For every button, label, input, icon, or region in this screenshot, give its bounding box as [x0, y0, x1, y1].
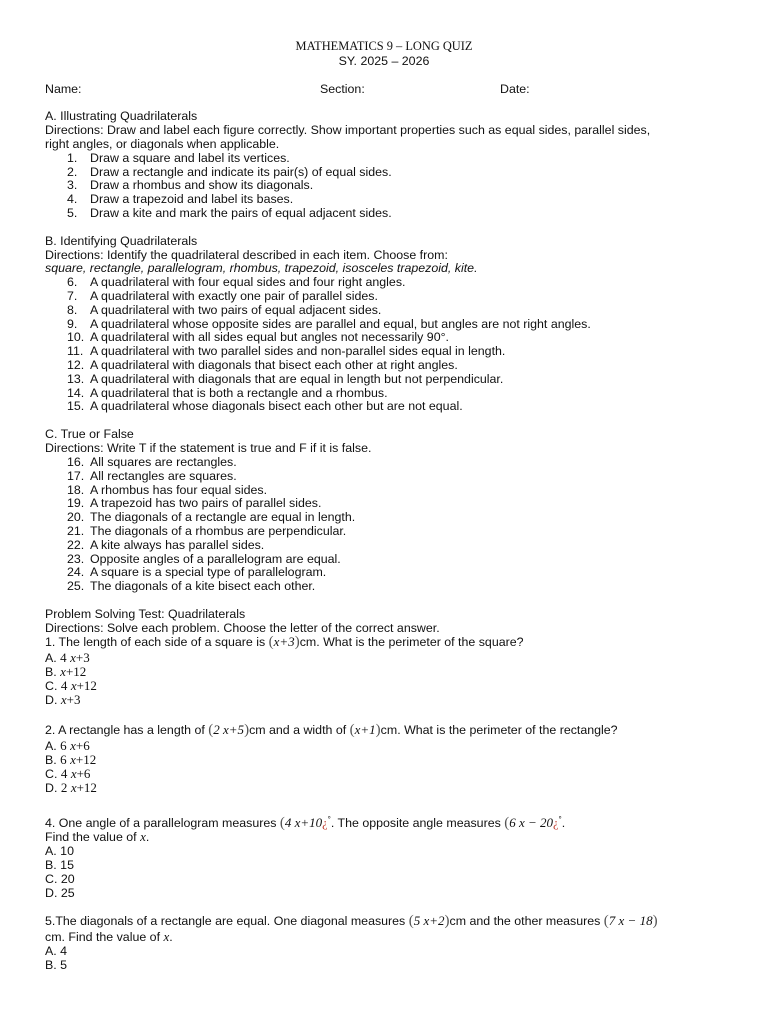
constant: +6 — [75, 738, 90, 753]
school-year: SY. 2025 – 2026 — [338, 54, 430, 68]
quiz-title: MATHEMATICS 9 – LONG QUIZ — [295, 39, 473, 53]
part-b-heading: B. Identifying Quadrilaterals — [45, 234, 198, 248]
list-item: All rectangles are squares. — [90, 469, 237, 483]
question-text: cm. What is the perimeter of the rectangle? — [380, 723, 618, 737]
coefficient: 4 — [60, 650, 67, 665]
item-number: 18. — [67, 483, 85, 497]
left-paren: ( — [208, 722, 214, 738]
choice — [45, 679, 97, 693]
list-item: A quadrilateral with all sides equal but angles not necessarily 90°. — [90, 330, 449, 344]
choice-value: 4 — [60, 944, 68, 958]
question-1 — [45, 635, 524, 649]
question-text: Find the value of — [45, 830, 141, 844]
choice — [45, 739, 90, 753]
degree-symbol: ° — [558, 815, 562, 824]
part-a-directions: Directions: Draw and label each figure correctly. Show important properties such as equal sides, parallel sides, — [45, 123, 651, 137]
choice — [45, 781, 97, 795]
math-expression: 4 x+10 — [284, 815, 323, 831]
item-number: 4. — [67, 192, 78, 206]
choice — [45, 872, 75, 886]
constant: +3 — [66, 692, 81, 707]
constant: +6 — [76, 766, 91, 781]
list-item: Draw a rectangle and indicate its pair(s) of equal sides. — [90, 165, 392, 179]
right-paren: ) — [652, 913, 658, 929]
constant: +12 — [76, 678, 97, 693]
question-5 — [45, 914, 658, 928]
math-expression: 7 x − 18 — [608, 913, 653, 928]
question-text: 5.The diagonals of a rectangle are equal. One diagonal measures — [45, 914, 409, 928]
choice-letter: A. — [45, 651, 57, 665]
list-item: A rhombus has four equal sides. — [90, 483, 268, 497]
math-expression: 2 x+5 — [213, 722, 245, 737]
list-item: A trapezoid has two pairs of parallel sides. — [90, 496, 322, 510]
item-number: 8. — [67, 303, 78, 317]
item-number: 3. — [67, 178, 78, 192]
list-item: Draw a trapezoid and label its bases. — [90, 192, 294, 206]
question-text: 1. The length of each side of a square is — [45, 635, 269, 649]
part-b-directions: Directions: Identify the quadrilateral described in each item. Choose from: — [45, 248, 448, 262]
coefficient: 4 — [60, 678, 68, 693]
left-paren: ( — [504, 815, 510, 832]
variable: x — [70, 752, 76, 767]
question-text: cm and the other measures — [449, 914, 604, 928]
list-item: All squares are rectangles. — [90, 455, 237, 469]
list-item: A quadrilateral with diagonals that are equal in length but not perpendicular. — [90, 372, 504, 386]
render-error-glyph: ¿ — [322, 816, 328, 831]
item-number: 16. — [67, 455, 85, 469]
choice-letter: A. — [45, 944, 57, 958]
part-d-heading: Problem Solving Test: Quadrilaterals — [45, 607, 246, 621]
coefficient: 6 — [60, 738, 67, 753]
variable: x — [60, 664, 66, 679]
part-a-directions-cont: right angles, or diagonals when applicable. — [45, 137, 280, 151]
item-number: 11. — [67, 344, 84, 358]
item-number: 15. — [67, 399, 85, 413]
question-text: . The opposite angle measures — [330, 816, 505, 831]
choice-letter: B. — [45, 958, 57, 972]
list-item: The diagonals of a rhombus are perpendicular. — [90, 524, 347, 538]
choice-letter: C. — [45, 872, 58, 886]
list-item: A quadrilateral with two parallel sides and non-parallel sides equal in length. — [90, 344, 506, 358]
item-number: 25. — [67, 579, 85, 593]
list-item: A quadrilateral whose opposite sides are parallel and equal, but angles are not right angles. — [90, 317, 591, 331]
coefficient: 6 — [60, 752, 67, 767]
math-expression: 5 x+2 — [413, 913, 445, 928]
variable: x — [60, 692, 67, 707]
part-c-heading: C. True or False — [45, 427, 134, 441]
list-item: A square is a special type of parallelogram. — [90, 565, 327, 579]
question-4-cont — [45, 830, 149, 844]
item-number: 19. — [67, 496, 85, 510]
variable: x — [70, 766, 77, 781]
left-paren: ( — [408, 913, 414, 929]
item-number: 17. — [67, 469, 85, 483]
constant: +3 — [75, 650, 90, 665]
choice — [45, 767, 90, 781]
question-text: cm. Find the value of — [45, 930, 164, 944]
question-text: cm. What is the perimeter of the square? — [299, 635, 524, 649]
list-item: A quadrilateral with four equal sides and four right angles. — [90, 275, 406, 289]
item-number: 23. — [67, 552, 85, 566]
list-item: The diagonals of a kite bisect each other. — [90, 579, 316, 593]
choice-value: 20 — [60, 872, 75, 886]
name-label: Name: — [45, 82, 82, 96]
item-number: 12. — [67, 358, 85, 372]
choice-letter: D. — [45, 693, 58, 707]
item-number: 14. — [67, 386, 85, 400]
variable: x — [70, 780, 77, 795]
question-5-cont — [45, 930, 173, 944]
choice-letter: C. — [45, 679, 58, 693]
variable: x — [70, 678, 77, 693]
render-error-glyph: ¿ — [553, 816, 559, 831]
choice-letter: A. — [45, 739, 57, 753]
degree-symbol: ° — [327, 815, 331, 824]
choice-value: 10 — [60, 844, 74, 858]
choice-value: 5 — [60, 958, 68, 972]
choice-letter: D. — [45, 781, 58, 795]
choice — [45, 651, 90, 665]
choice-letter: A. — [45, 844, 57, 858]
item-number: 20. — [67, 510, 85, 524]
list-item: A quadrilateral with two pairs of equal adjacent sides. — [90, 303, 382, 317]
list-item: The diagonals of a rectangle are equal in length. — [90, 510, 356, 524]
list-item: A quadrilateral whose diagonals bisect each other but are not equal. — [90, 399, 463, 413]
right-paren: ) — [294, 634, 300, 650]
list-item: A kite always has parallel sides. — [90, 538, 265, 552]
choice — [45, 844, 74, 858]
choice-letter: B. — [45, 665, 57, 679]
choice — [45, 665, 86, 679]
list-item: Draw a rhombus and show its diagonals. — [90, 178, 314, 192]
question-2 — [45, 723, 618, 737]
item-number: 5. — [67, 206, 78, 220]
constant: +12 — [75, 752, 97, 767]
choice — [45, 958, 67, 972]
list-item: A quadrilateral with exactly one pair of parallel sides. — [90, 289, 378, 303]
item-number: 7. — [67, 289, 78, 303]
math-expression: 6 x − 20 — [509, 815, 554, 831]
left-paren: ( — [603, 913, 609, 929]
section-label: Section: — [320, 82, 365, 96]
list-item: Draw a kite and mark the pairs of equal adjacent sides. — [90, 206, 392, 220]
choice-letter: B. — [45, 753, 57, 767]
variable: x — [163, 929, 170, 944]
item-number: 9. — [67, 317, 78, 331]
question-text: . — [169, 930, 173, 944]
date-label: Date: — [500, 82, 530, 96]
choice-letter: C. — [45, 767, 58, 781]
question-4 — [45, 813, 565, 830]
constant: +12 — [76, 780, 97, 795]
item-number: 2. — [67, 165, 78, 179]
choice — [45, 693, 80, 707]
math-expression: x+1 — [354, 722, 376, 737]
list-item: A quadrilateral that is both a rectangle and a rhombus. — [90, 386, 388, 400]
question-text: 2. A rectangle has a length of — [45, 723, 209, 737]
left-paren: ( — [268, 634, 274, 650]
item-number: 22. — [67, 538, 85, 552]
choice-value: 25 — [60, 886, 75, 900]
item-number: 13. — [67, 372, 85, 386]
right-paren: ) — [244, 722, 250, 738]
left-paren: ( — [279, 815, 285, 832]
left-paren: ( — [349, 722, 355, 738]
coefficient: 4 — [60, 766, 68, 781]
variable: x — [70, 738, 76, 753]
choice-letter: D. — [45, 886, 58, 900]
choice-letter: B. — [45, 858, 57, 872]
list-item: Opposite angles of a parallelogram are equal. — [90, 552, 341, 566]
choice — [45, 753, 96, 767]
math-expression: x+3 — [273, 634, 295, 649]
list-item: A quadrilateral with diagonals that bisect each other at right angles. — [90, 358, 458, 372]
choice — [45, 944, 67, 958]
question-text: cm and a width of — [249, 723, 350, 737]
item-number: 10. — [67, 330, 85, 344]
question-text: . — [145, 830, 150, 844]
right-paren: ) — [444, 913, 450, 929]
choice — [45, 886, 75, 900]
right-paren: ) — [375, 722, 381, 738]
question-text: 4. One angle of a parallelogram measures — [45, 816, 280, 831]
constant: +12 — [65, 664, 87, 679]
variable: x — [70, 650, 76, 665]
question-text: . — [561, 816, 566, 831]
item-number: 1. — [67, 151, 78, 165]
item-number: 21. — [67, 524, 85, 538]
part-d-directions: Directions: Solve each problem. Choose the letter of the correct answer. — [45, 621, 440, 635]
item-number: 6. — [67, 275, 78, 289]
coefficient: 2 — [60, 780, 68, 795]
part-b-choices: square, rectangle, parallelogram, rhombus, trapezoid, isosceles trapezoid, kite. — [45, 261, 478, 275]
choice — [45, 858, 74, 872]
choice-value: 15 — [60, 858, 74, 872]
item-number: 24. — [67, 565, 85, 579]
list-item: Draw a square and label its vertices. — [90, 151, 290, 165]
variable: x — [140, 829, 146, 844]
part-c-directions: Directions: Write T if the statement is true and F if it is false. — [45, 441, 372, 455]
part-a-heading: A. Illustrating Quadrilaterals — [45, 109, 198, 123]
